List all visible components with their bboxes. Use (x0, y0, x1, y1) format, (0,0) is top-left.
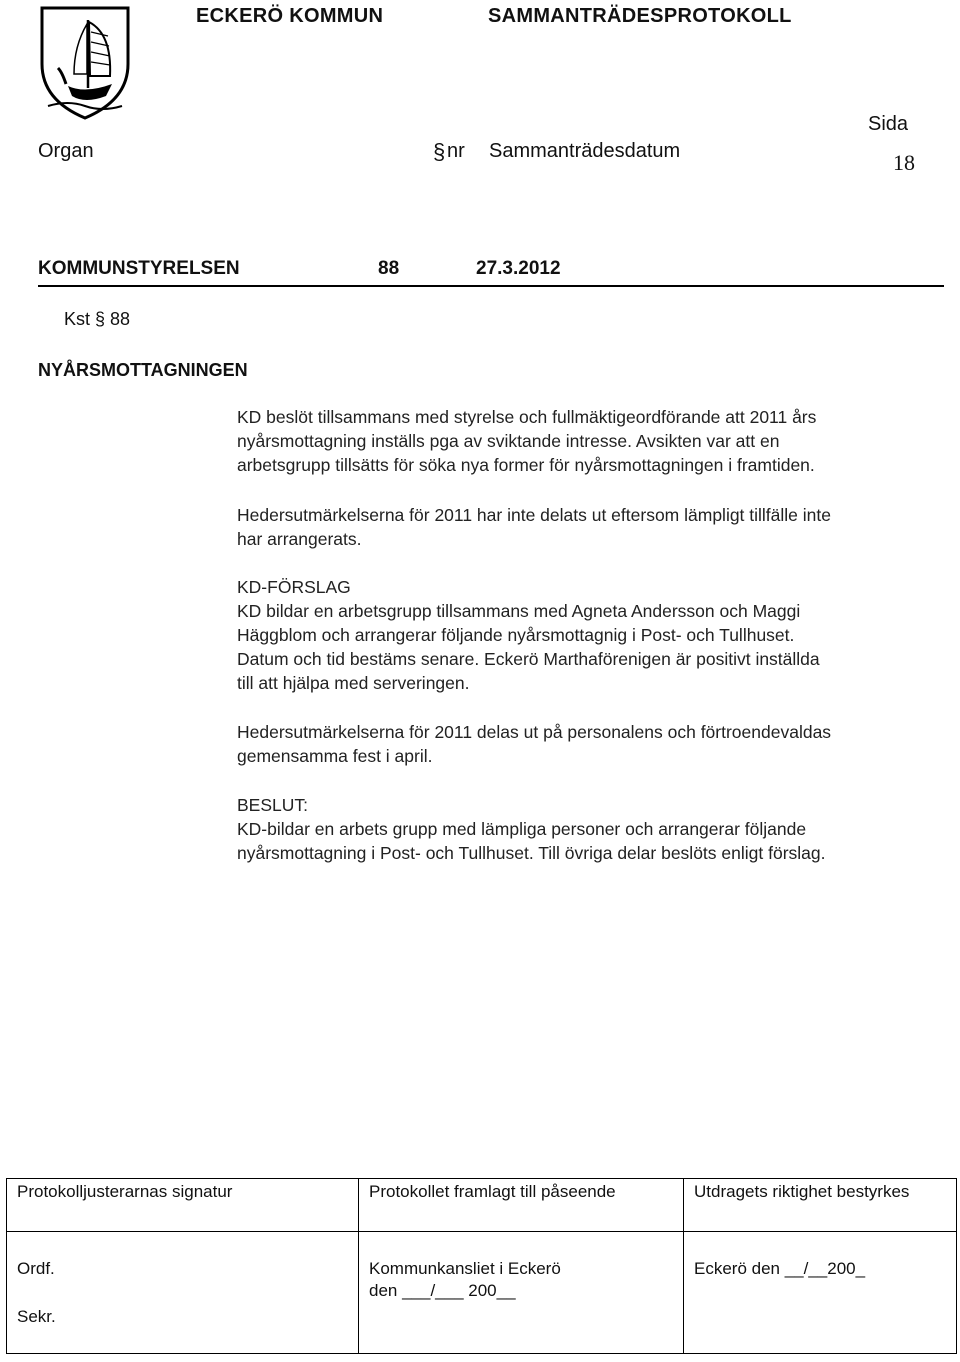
text-line: Hedersutmärkelserna för 2011 har inte delats ut eftersom lämpligt tillfälle inte (237, 505, 831, 525)
text-line: Häggblom och arrangerar följande nyårsmottagnig i Post- och Tullhuset. (237, 625, 795, 645)
nr-label: nr (447, 140, 465, 162)
text-line: har arrangerats. (237, 529, 362, 549)
chair-label: Ordf. (17, 1259, 55, 1278)
kst-reference: Kst § 88 (64, 309, 131, 329)
posting-header-cell (359, 1179, 684, 1232)
header-divider (38, 285, 944, 287)
page-label: Sida (868, 113, 909, 135)
certification-date-field: Eckerö den __/__200_ (694, 1259, 866, 1278)
document-type-title: SAMMANTRÄDESPROTOKOLL (488, 5, 792, 27)
page-number: 18 (893, 150, 915, 175)
organ-name: KOMMUNSTYRELSEN (38, 258, 240, 279)
text-line: till att hjälpa med serveringen. (237, 673, 470, 693)
paragraph-kd-proposal (237, 575, 957, 695)
posting-header: Protokollet framlagt till påseende (369, 1182, 616, 1201)
signature-header-cell (7, 1179, 359, 1232)
signature-table (6, 1178, 957, 1354)
municipality-coat-of-arms-logo (38, 2, 132, 122)
text-line: Datum och tid bestäms senare. Eckerö Marthaförenigen är positivt inställda (237, 649, 820, 669)
text-line: nyårsmottagning inställs pga av sviktande intresse. Avsikten var att en (237, 431, 780, 451)
signature-cell (7, 1232, 359, 1354)
municipality-name: ECKERÖ KOMMUN (196, 5, 384, 27)
certification-header-cell (684, 1179, 957, 1232)
certification-cell (684, 1232, 957, 1354)
secretary-label: Sekr. (17, 1307, 56, 1326)
organ-label: Organ (38, 140, 94, 162)
text-line: arbetsgrupp tillsätts för söka nya former för nyårsmottagningen i framtiden. (237, 455, 815, 475)
signature-header: Protokolljusterarnas signatur (17, 1182, 233, 1201)
text-line: Hedersutmärkelserna för 2011 delas ut på personalens och förtroendevaldas (237, 722, 832, 742)
paragraph-decision (237, 793, 957, 865)
posting-date-field: den ___/___ 200__ (369, 1281, 516, 1300)
text-line: KD beslöt tillsammans med styrelse och fullmäktigeordförande att 2011 års (237, 407, 817, 427)
meeting-date-label: Sammanträdesdatum (489, 140, 681, 162)
certification-header: Utdragets riktighet bestyrkes (694, 1182, 910, 1201)
office-label: Kommunkansliet i Eckerö (369, 1259, 561, 1278)
text-line: gemensamma fest i april. (237, 746, 433, 766)
kd-forslag-label: KD-FÖRSLAG (237, 577, 351, 597)
paragraph-symbol: § (433, 139, 446, 164)
beslut-label: BESLUT: (237, 795, 308, 815)
section-heading: NYÅRSMOTTAGNINGEN (38, 360, 248, 380)
text-line: nyårsmottagning i Post- och Tullhuset. Till övriga delar beslöts enligt förslag. (237, 843, 826, 863)
text-line: KD-bildar en arbets grupp med lämpliga personer och arrangerar följande (237, 819, 807, 839)
paragraph-background (237, 405, 957, 477)
text-line: KD bildar en arbetsgrupp tillsammans med Agneta Andersson och Maggi (237, 601, 801, 621)
posting-cell (359, 1232, 684, 1354)
paragraph-awards-april (237, 720, 957, 768)
paragraph-awards-not-given (237, 503, 957, 551)
meeting-date: 27.3.2012 (476, 258, 561, 279)
paragraph-number: 88 (378, 258, 400, 279)
